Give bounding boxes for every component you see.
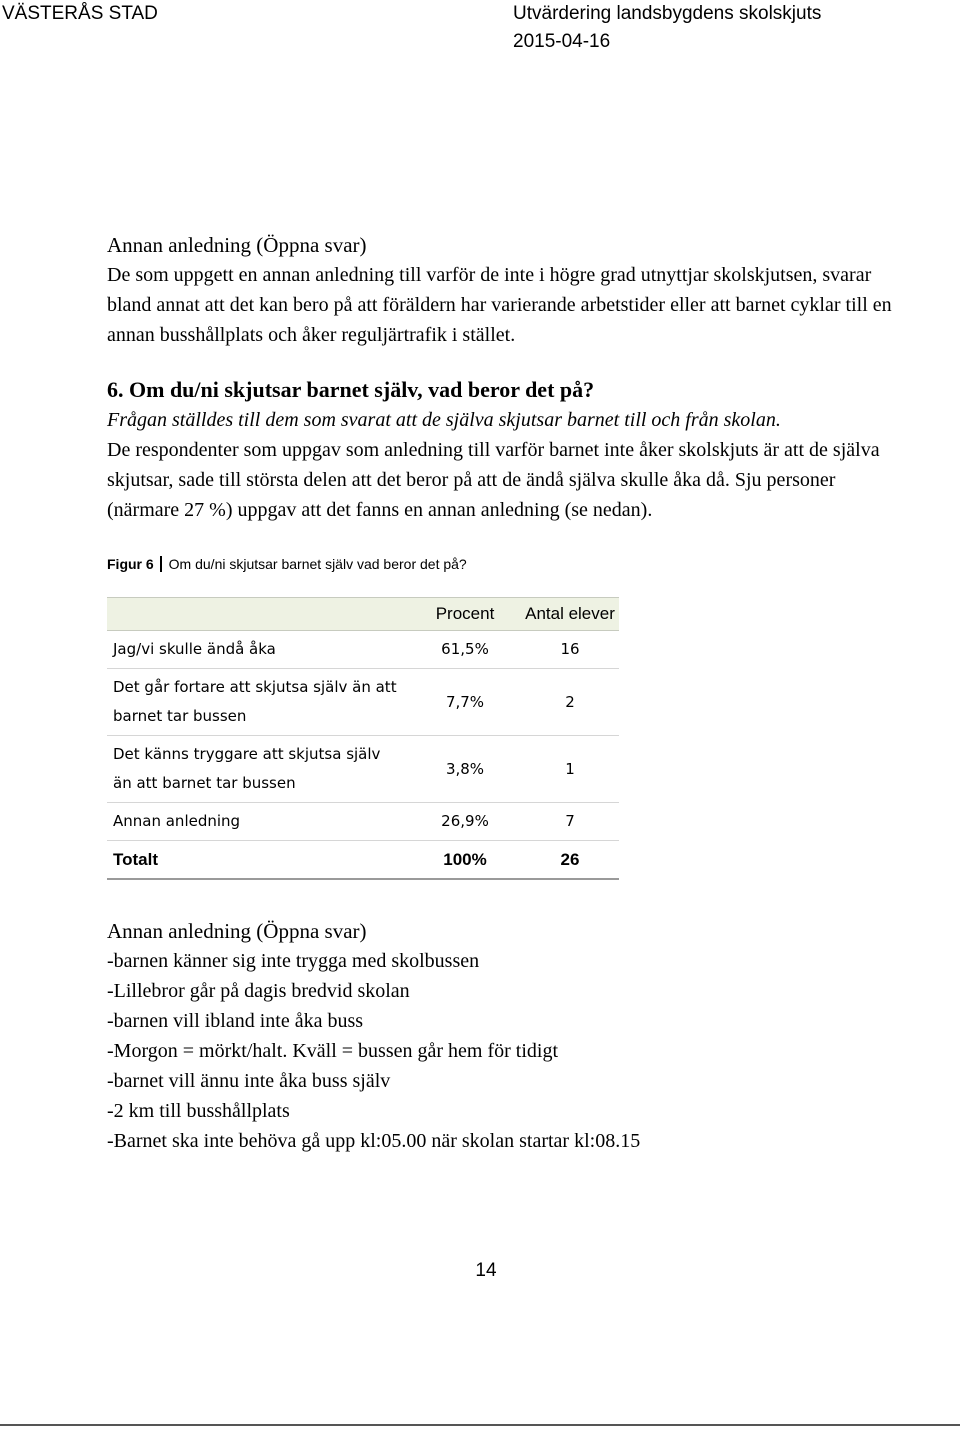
question-note: Frågan ställdes till dem som svarat att de själva skjutsar barnet till och från skolan.	[107, 409, 781, 431]
row-count: 2	[521, 669, 619, 736]
open-answer-item: -2 km till busshållplats	[107, 1100, 290, 1122]
table-row	[107, 803, 619, 841]
total-count: 26	[521, 841, 619, 880]
table-row	[107, 669, 619, 736]
total-label: Totalt	[107, 841, 409, 880]
figure-caption	[107, 553, 897, 575]
row-count: 7	[521, 803, 619, 841]
figure-caption-divider	[160, 556, 162, 572]
row-label: Det går fortare att skjutsa själv än att barnet tar bussen	[107, 669, 409, 736]
open-answer-item: -Lillebror går på dagis bredvid skolan	[107, 980, 410, 1002]
table-header-percent: Procent	[409, 598, 521, 631]
open-answer-item: -barnen känner sig inte trygga med skolbussen	[107, 950, 480, 972]
open-answers-section	[107, 916, 897, 1156]
row-label: Det känns tryggare att skjutsa själv än att barnet tar bussen	[107, 736, 409, 803]
results-table	[107, 597, 619, 880]
row-label: Jag/vi skulle ändå åka	[107, 631, 409, 669]
open-answer-item: -barnen vill ibland inte åka buss	[107, 1010, 364, 1032]
row-percent: 3,8%	[409, 736, 521, 803]
section-heading-other-reason: Annan anledning (Öppna svar)	[107, 233, 367, 257]
open-answer-item: -Barnet ska inte behöva gå upp kl:05.00 när skolan startar kl:08.15	[107, 1130, 641, 1152]
table-row	[107, 736, 619, 803]
footer-divider	[0, 1424, 960, 1426]
table-header-row	[107, 598, 619, 631]
figure-caption-text: Om du/ni skjutsar barnet själv vad beror det på?	[168, 556, 467, 572]
table-row	[107, 631, 619, 669]
header-report-title: Utvärdering landsbygdens skolskjuts	[513, 3, 822, 24]
question-title: 6. Om du/ni skjutsar barnet själv, vad beror det på?	[107, 377, 595, 402]
open-answer-item: -barnet vill ännu inte åka buss själv	[107, 1070, 391, 1092]
page-content	[107, 230, 897, 1156]
page-number: 14	[475, 1260, 497, 1281]
table-total-row	[107, 841, 619, 880]
row-percent: 7,7%	[409, 669, 521, 736]
row-percent: 61,5%	[409, 631, 521, 669]
header-organization: VÄSTERÅS STAD	[2, 3, 158, 24]
row-percent: 26,9%	[409, 803, 521, 841]
section-body-other-reason: De som uppgett en annan anledning till varför de inte i högre grad utnyttjar skolskjutsen, svarar bland annat att det kan bero på att föräldern har varierande arbetstider eller att barnet cyklar till en annan busshållplats och åker reguljärtrafik i stället.	[107, 264, 892, 346]
question-body: De respondenter som uppgav som anledning till varför barnet inte åker skolskjuts är att de själva skjutsar, sade till största delen att det beror på att de ändå själva skulle åka då. Sju personer (närmare 27 %) uppgav att det fanns en annan anledning (se nedan).	[107, 439, 880, 521]
table-header-label	[107, 598, 409, 631]
header-report-info	[513, 0, 821, 56]
open-answers-heading: Annan anledning (Öppna svar)	[107, 919, 367, 943]
row-label: Annan anledning	[107, 803, 409, 841]
row-count: 16	[521, 631, 619, 669]
row-count: 1	[521, 736, 619, 803]
table-header-count: Antal elever	[521, 598, 619, 631]
header-report-date: 2015-04-16	[513, 31, 611, 52]
open-answer-item: -Morgon = mörkt/halt. Kväll = bussen går hem för tidigt	[107, 1040, 559, 1062]
total-percent: 100%	[409, 841, 521, 880]
figure-label: Figur 6	[107, 556, 154, 572]
